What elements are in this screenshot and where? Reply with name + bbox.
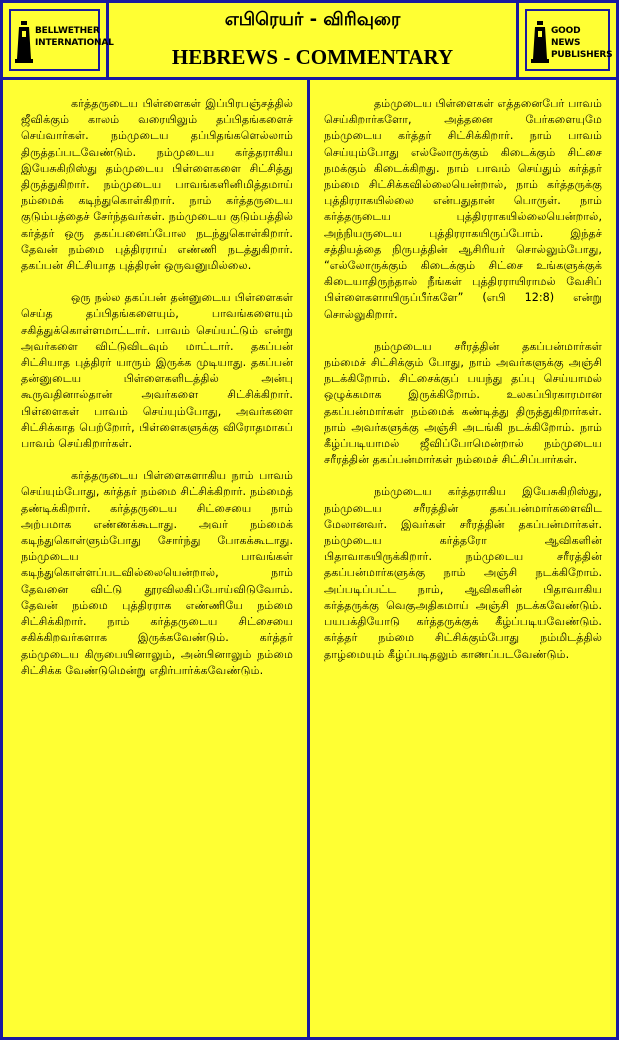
logo-right <box>516 3 616 77</box>
title-tamil: எபிரெயர் - விரிவுரை <box>224 9 401 30</box>
logo-left-frame <box>9 9 114 71</box>
logo-left-line2: INTERNATIONAL <box>35 38 114 48</box>
title-english: HEBREWS - COMMENTARY <box>171 45 454 69</box>
title-area <box>109 3 516 77</box>
logo-left-text <box>35 25 114 49</box>
left-paragraph-1: கர்த்தருடைய பிள்ளைகள் இப்பிரபஞ்சத்தில் ஜீவிக்கும் காலம் வரையிலும் தப்பிதங்களைச் செய்வார்கள். நம்முடைய தப்பிதங்களெல்லாம் திருத்தப்படவேண்டும். நம்முடைய கர்த்தராகிய இயேசுகிறிஸ்து தம்முடைய பிள்ளைகளை சிட்சித்து திருத்துகிறார். நம்முடைய பாவங்களினிமித்தமாய் நம்மைக் கடிந்துகொள்கிறார். நாம் கர்த்தருடைய குடும்பத்தைச் சேர்ந்தவர்கள். நம்முடைய குடும்பத்தில் கர்த்தர் ஒரு தகப்பனைப்போல நடந்துகொள்கிறார். தேவன் நம்மை புத்திரராய் எண்ணி நடத்துகிறார். தகப்பன் சிட்சியாத புத்திரன் ஒருவனுமில்லை. <box>21 97 293 273</box>
bell-tower-icon <box>15 19 33 65</box>
logo-right-line2: PUBLISHERS <box>551 50 613 60</box>
logo-right-line1: GOOD NEWS <box>551 26 581 48</box>
left-paragraph-2: ஒரு நல்ல தகப்பன் தன்னுடைய பிள்ளைகள் செய்த தப்பிதங்களையும், பாவங்களையும் சகித்துக்கொள்ளமாட்டார். பாவம் செய்யட்டும் என்று அவர்களை விட்டுவிடவும் மாட்டார். தகப்பன் சிட்சியாத புத்திரர் யாரும் இருக்க முடியாது. தகப்பன் தன்னுடைய பிள்ளைகளிடத்தில் அன்பு கூருவதினால்தான் அவர்களை சிட்சிக்கிறார். பிள்ளைகள் பாவம் செய்யும்போது, அவர்களை சிட்சிக்காத பெற்றோர், பிள்ளைகளுக்கு விரோதமாகப் பாவம் செய்கிறார்கள். <box>21 291 293 451</box>
logo-right-frame <box>525 9 613 71</box>
logo-left-line1: BELLWETHER <box>35 26 100 36</box>
right-column <box>310 80 616 1037</box>
logo-left <box>3 3 114 77</box>
logo-right-text <box>551 25 612 61</box>
right-paragraph-1: தம்முடைய பிள்ளைகள் எத்தனைபேர் பாவம் செய்கிறார்களோ, அத்தனை பேர்களையுமே நம்முடைய கர்த்தர் சிட்சிக்கிறார். நாம் பாவம் செய்யும்போது எல்லோருக்கும் கிடைக்கும் சிட்சை நமக்கும் கிடைக்கிறது. நாம் பாவம் செய்தும் கர்த்தர் நம்மை சிட்சிக்கவில்லையென்றால், நாம் கர்த்தருக்கு புத்திரராகயில்லை என்பதுதான் பொருள். நாம் கர்த்தருடைய புத்திரராகயில்லையென்றால், அந்நியருடைய புத்திரராகயிருப்போம். இந்தச் சத்தியத்தை நிருபத்தின் ஆசிரியர் சொல்லும்போது, “எல்லோருக்கும் கிடைக்கும் சிட்சை உங்களுக்குக் கிடையாதிருந்தால் நீங்கள் புத்திரராயிராமல் வேசிப் பிள்ளைகளாயிருப்பீர்களே” (எபி 12:8) என்று சொல்லுகிறார். <box>324 97 602 321</box>
header <box>3 3 616 80</box>
right-paragraph-2: நம்முடைய சரீரத்தின் தகப்பன்மார்கள் நம்மைச் சிட்சிக்கும் போது, நாம் அவர்களுக்கு அஞ்சி நடக்கிறோம். சிட்சைக்குப் பயந்து தப்பு செய்யாமல் ஒழுக்கமாக இருக்கிறோம். உலகப்பிரகாரமான தகப்பன்மார்கள் நம்மைக் கண்டித்து திருத்துகிறார்கள். நாம் அவர்களுக்கு அஞ்சி அடங்கி நடக்கிறோம். நாம் கீழ்ப்படியாமல் ஜீவிப்போமென்றால் நம்முடைய சரீரத்தின் தகப்பன்மார்கள் நம்மைச் சிட்சிப்பார்கள். <box>324 339 602 467</box>
left-paragraph-3: கர்த்தருடைய பிள்ளைகளாகிய நாம் பாவம் செய்யும்போது, கர்த்தர் நம்மை சிட்சிக்கிறார். நம்மைத் தண்டிக்கிறார். கர்த்தருடைய சிட்சையை நாம் அற்பமாக எண்ணக்கூடாது. அவர் நம்மைக் கடிந்துகொள்ளும்போது சோர்ந்து போகக்கூடாது. நம்முடைய பாவங்கள் கடிந்துகொள்ளப்படவில்லையென்றால், நாம் தேவனை விட்டு தூரவிலகிப்போய்விடுவோம். தேவன் நம்மை புத்திரராக எண்ணியே நம்மை சிட்சிக்கிறார். நாம் கர்த்தருடைய சிட்சையை சகிக்கிறவர்களாக இருக்கவேண்டும். கர்த்தர் தம்முடைய கிருபையினாலும், அன்பினாலும் நம்மை சிட்சிக்க வேண்டுமென்று எதிர்பார்க்கவேண்டும். <box>21 469 293 677</box>
left-column <box>3 80 310 1037</box>
bell-tower-icon <box>531 19 549 65</box>
content-columns <box>3 80 616 1037</box>
right-paragraph-3: நம்முடைய கர்த்தராகிய இயேசுகிறிஸ்து, நம்முடைய சரீரத்தின் தகப்பன்மார்களைவிட மேலானவர். இவர்கள் சரீரத்தின் தகப்பன்மார்கள். நம்முடைய கர்த்தரோ ஆவிகளின் பிதாவாகயிருக்கிறார். நம்முடைய சரீரத்தின் தகப்பன்மார்களுக்கு நாம் அஞ்சி நடக்கிறோம். அப்படிப்பட்ட நாம், ஆவிகளின் பிதாவாகிய கர்த்தருக்கு வெகுஅதிகமாய் அஞ்சி நடக்கவேண்டும். பயபக்தியோடு கர்த்தருக்குக் கீழ்ப்படியவேண்டும். கர்த்தர் நம்மை சிட்சிக்கும்போது நம்மிடத்தில் தாழ்மையும் கீழ்ப்படிதலும் காணப்படவேண்டும். <box>324 485 602 661</box>
